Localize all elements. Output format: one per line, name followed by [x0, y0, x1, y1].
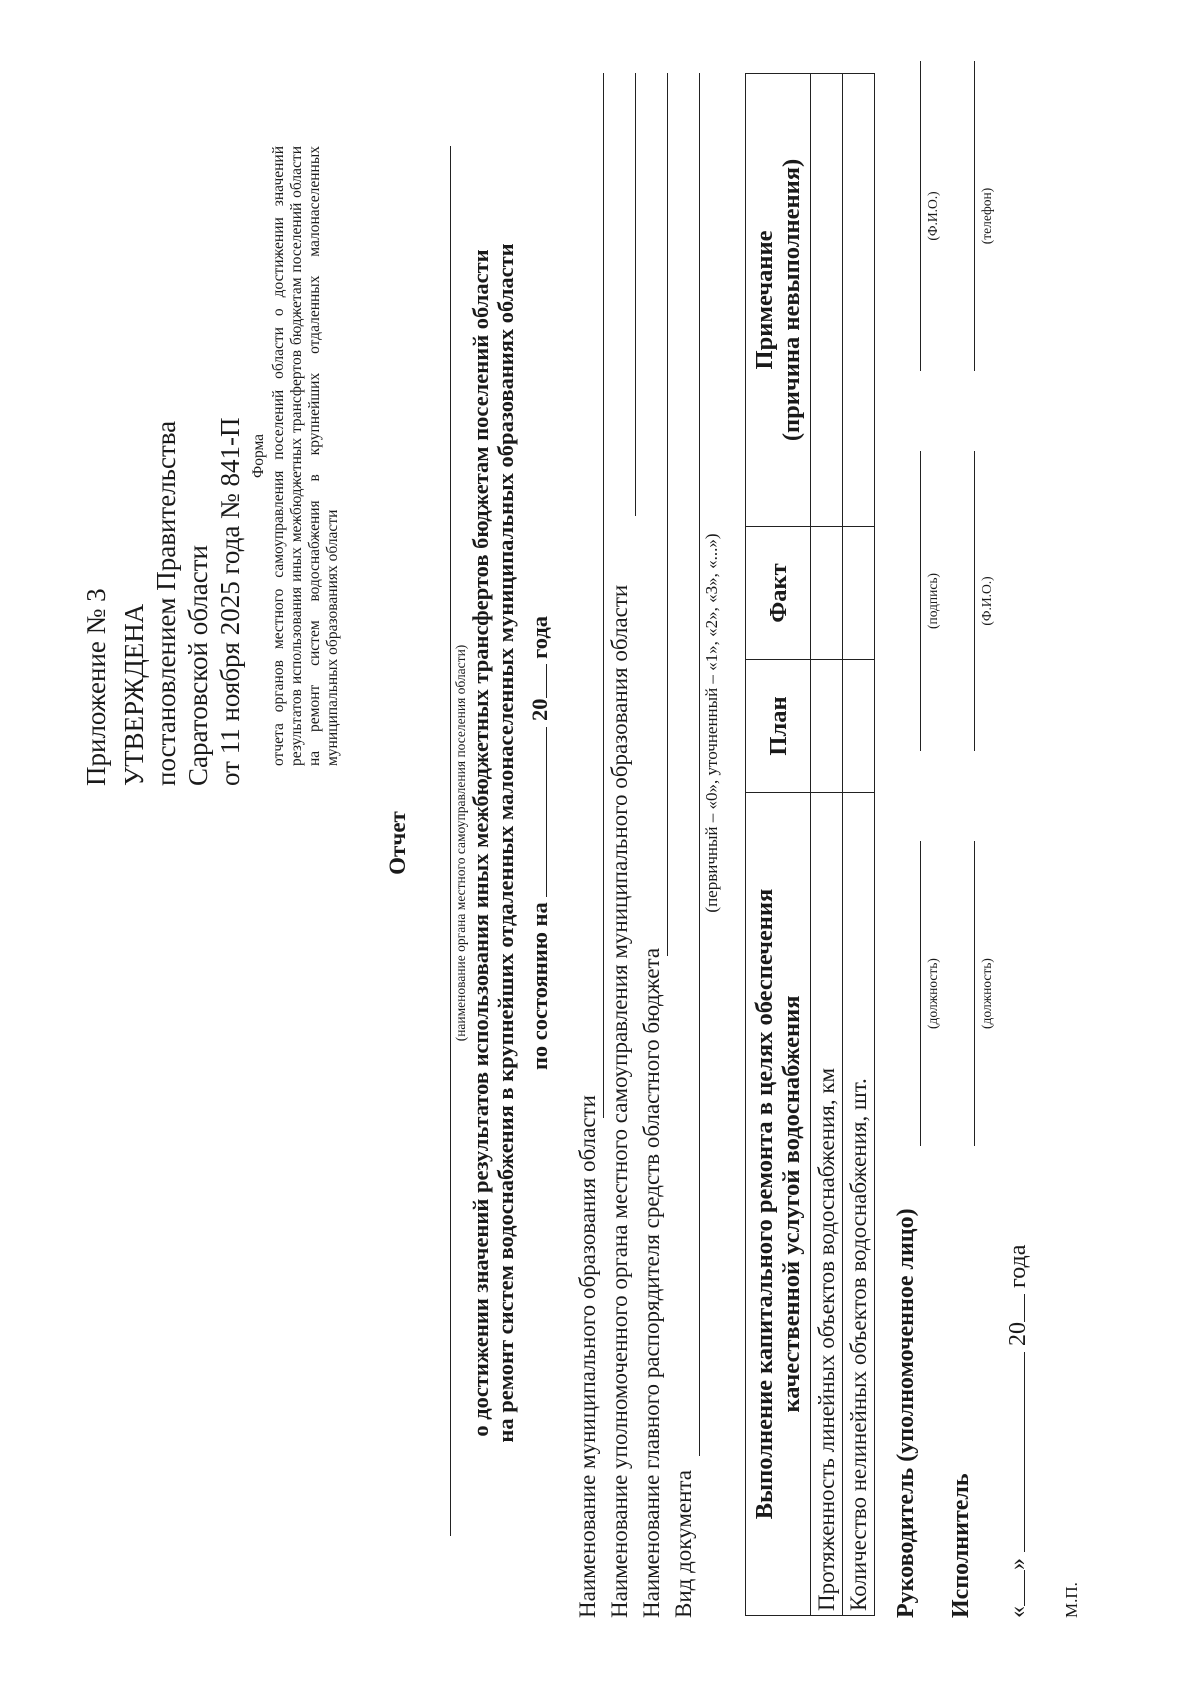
municipality-field — [575, 1095, 601, 1618]
org-name-hint: (наименование органа местного самоуправления поселения области) — [453, 644, 468, 1042]
as-of-suffix: года — [527, 615, 552, 659]
approval-line-1: постановлением Правительства — [151, 420, 181, 786]
form-note — [250, 146, 342, 766]
authorized-body-label: Наименование уполномоченного органа местного самоуправления муниципального образования области — [607, 584, 632, 1618]
head-position-hint: (должность) — [925, 958, 940, 1029]
main-manager-label: Наименование главного распорядителя средств областного бюджета — [639, 947, 664, 1618]
row-name: Количество нелинейных объектов водоснабжения, шт. — [843, 793, 875, 1616]
report-date-line — [526, 0, 553, 1686]
report-subtitle-line-2: на ремонт систем водоснабжения в крупнейших отдаленных малонаселенных муниципальных образованиях области — [493, 243, 518, 1443]
report-subtitle-line-1: о достижении значений результатов использования иных межбюджетных трансфертов бюджетам поселений области — [468, 249, 493, 1437]
approval-line-3: от 11 ноября 2025 года № 841-П — [215, 417, 245, 786]
appendix-number: Приложение № 3 — [81, 588, 111, 786]
date-open-quote: « — [1005, 1606, 1031, 1618]
row-plan-cell[interactable] — [843, 660, 875, 793]
authorized-body-input-line[interactable] — [635, 73, 636, 516]
header-note — [746, 74, 811, 527]
form-note-title: Форма — [250, 433, 267, 479]
municipality-label: Наименование муниципального образования области — [575, 1095, 600, 1618]
date-month-blank[interactable] — [1004, 1352, 1025, 1552]
table-row — [811, 74, 843, 1616]
main-manager-input-line[interactable] — [667, 73, 668, 956]
approval-status: УТВЕРЖДЕНА — [119, 603, 149, 786]
table-header-row — [746, 74, 811, 1616]
main-manager-field — [639, 948, 665, 1618]
as-of-year-blank[interactable] — [526, 665, 547, 699]
org-name-line — [450, 146, 451, 1536]
executor-phone-hint: (телефон) — [979, 187, 994, 245]
municipality-input-line[interactable] — [603, 73, 604, 1118]
header-name — [746, 793, 811, 1616]
head-position-line[interactable] — [920, 841, 921, 1146]
as-of-year: 20 — [527, 698, 552, 721]
executor-name-hint: (Ф.И.О.) — [979, 576, 994, 626]
date-suffix: года — [1005, 1244, 1031, 1288]
row-note-cell[interactable] — [843, 74, 875, 527]
as-of-prefix: по состоянию на — [527, 902, 552, 1071]
report-title: Отчет — [385, 811, 410, 875]
header-plan: План — [746, 660, 811, 793]
head-signature-hint: (подпись) — [925, 572, 940, 630]
executor-name-line[interactable] — [974, 451, 975, 751]
row-name: Протяженность линейных объектов водоснабжения, км — [811, 793, 843, 1616]
doc-type-field — [671, 1470, 697, 1618]
row-fact-cell[interactable] — [843, 527, 875, 660]
head-name-hint: (Ф.И.О.) — [925, 191, 940, 241]
head-name-line[interactable] — [920, 61, 921, 371]
executor-phone-line[interactable] — [974, 61, 975, 371]
date-day-blank[interactable] — [1004, 1570, 1025, 1606]
signature-date — [1004, 1245, 1032, 1618]
doc-type-hint: (первичный – «0», уточненный – «1», «2», «3», «...») — [702, 533, 721, 913]
table-row — [843, 74, 875, 1616]
form-note-text: отчета органов местного самоуправления поселений области о достижении значений результатов использования иных межбюджетных трансфертов бюджетам поселений области на ремонт систем водоснабжения в крупнейших отдаленных малонаселенных муниципальных образованиях области — [270, 146, 341, 766]
row-plan-cell[interactable] — [811, 660, 843, 793]
head-label: Руководитель (уполномоченное лицо) — [893, 1208, 919, 1618]
approval-line-2: Саратовской области — [183, 545, 213, 786]
header-note-line-2: (причина невыполнения) — [778, 158, 805, 442]
doc-type-input-line[interactable] — [699, 73, 700, 1456]
row-fact-cell[interactable] — [811, 527, 843, 660]
header-name-line-2: качественной услугой водоснабжения — [778, 995, 805, 1413]
row-note-cell[interactable] — [811, 74, 843, 527]
doc-type-label: Вид документа — [671, 1470, 696, 1618]
header-note-line-1: Примечание — [751, 230, 778, 370]
head-signature-line[interactable] — [920, 451, 921, 751]
stamp-place: М.П. — [1062, 1582, 1081, 1618]
executor-position-hint: (должность) — [979, 958, 994, 1029]
executor-label: Исполнитель — [948, 1473, 974, 1618]
header-fact: Факт — [746, 527, 811, 660]
date-year-blank[interactable] — [1004, 1294, 1025, 1322]
authorized-body-field — [607, 585, 633, 1618]
executor-position-line[interactable] — [974, 841, 975, 1146]
date-close-quote: » — [1005, 1558, 1031, 1570]
header-name-line-1: Выполнение капитального ремонта в целях обеспечения — [751, 888, 778, 1520]
date-year: 20 — [1005, 1322, 1031, 1346]
approval-block — [80, 226, 246, 786]
report-subtitle — [468, 60, 518, 1626]
as-of-date-blank[interactable] — [526, 727, 547, 897]
results-table — [745, 73, 875, 1616]
